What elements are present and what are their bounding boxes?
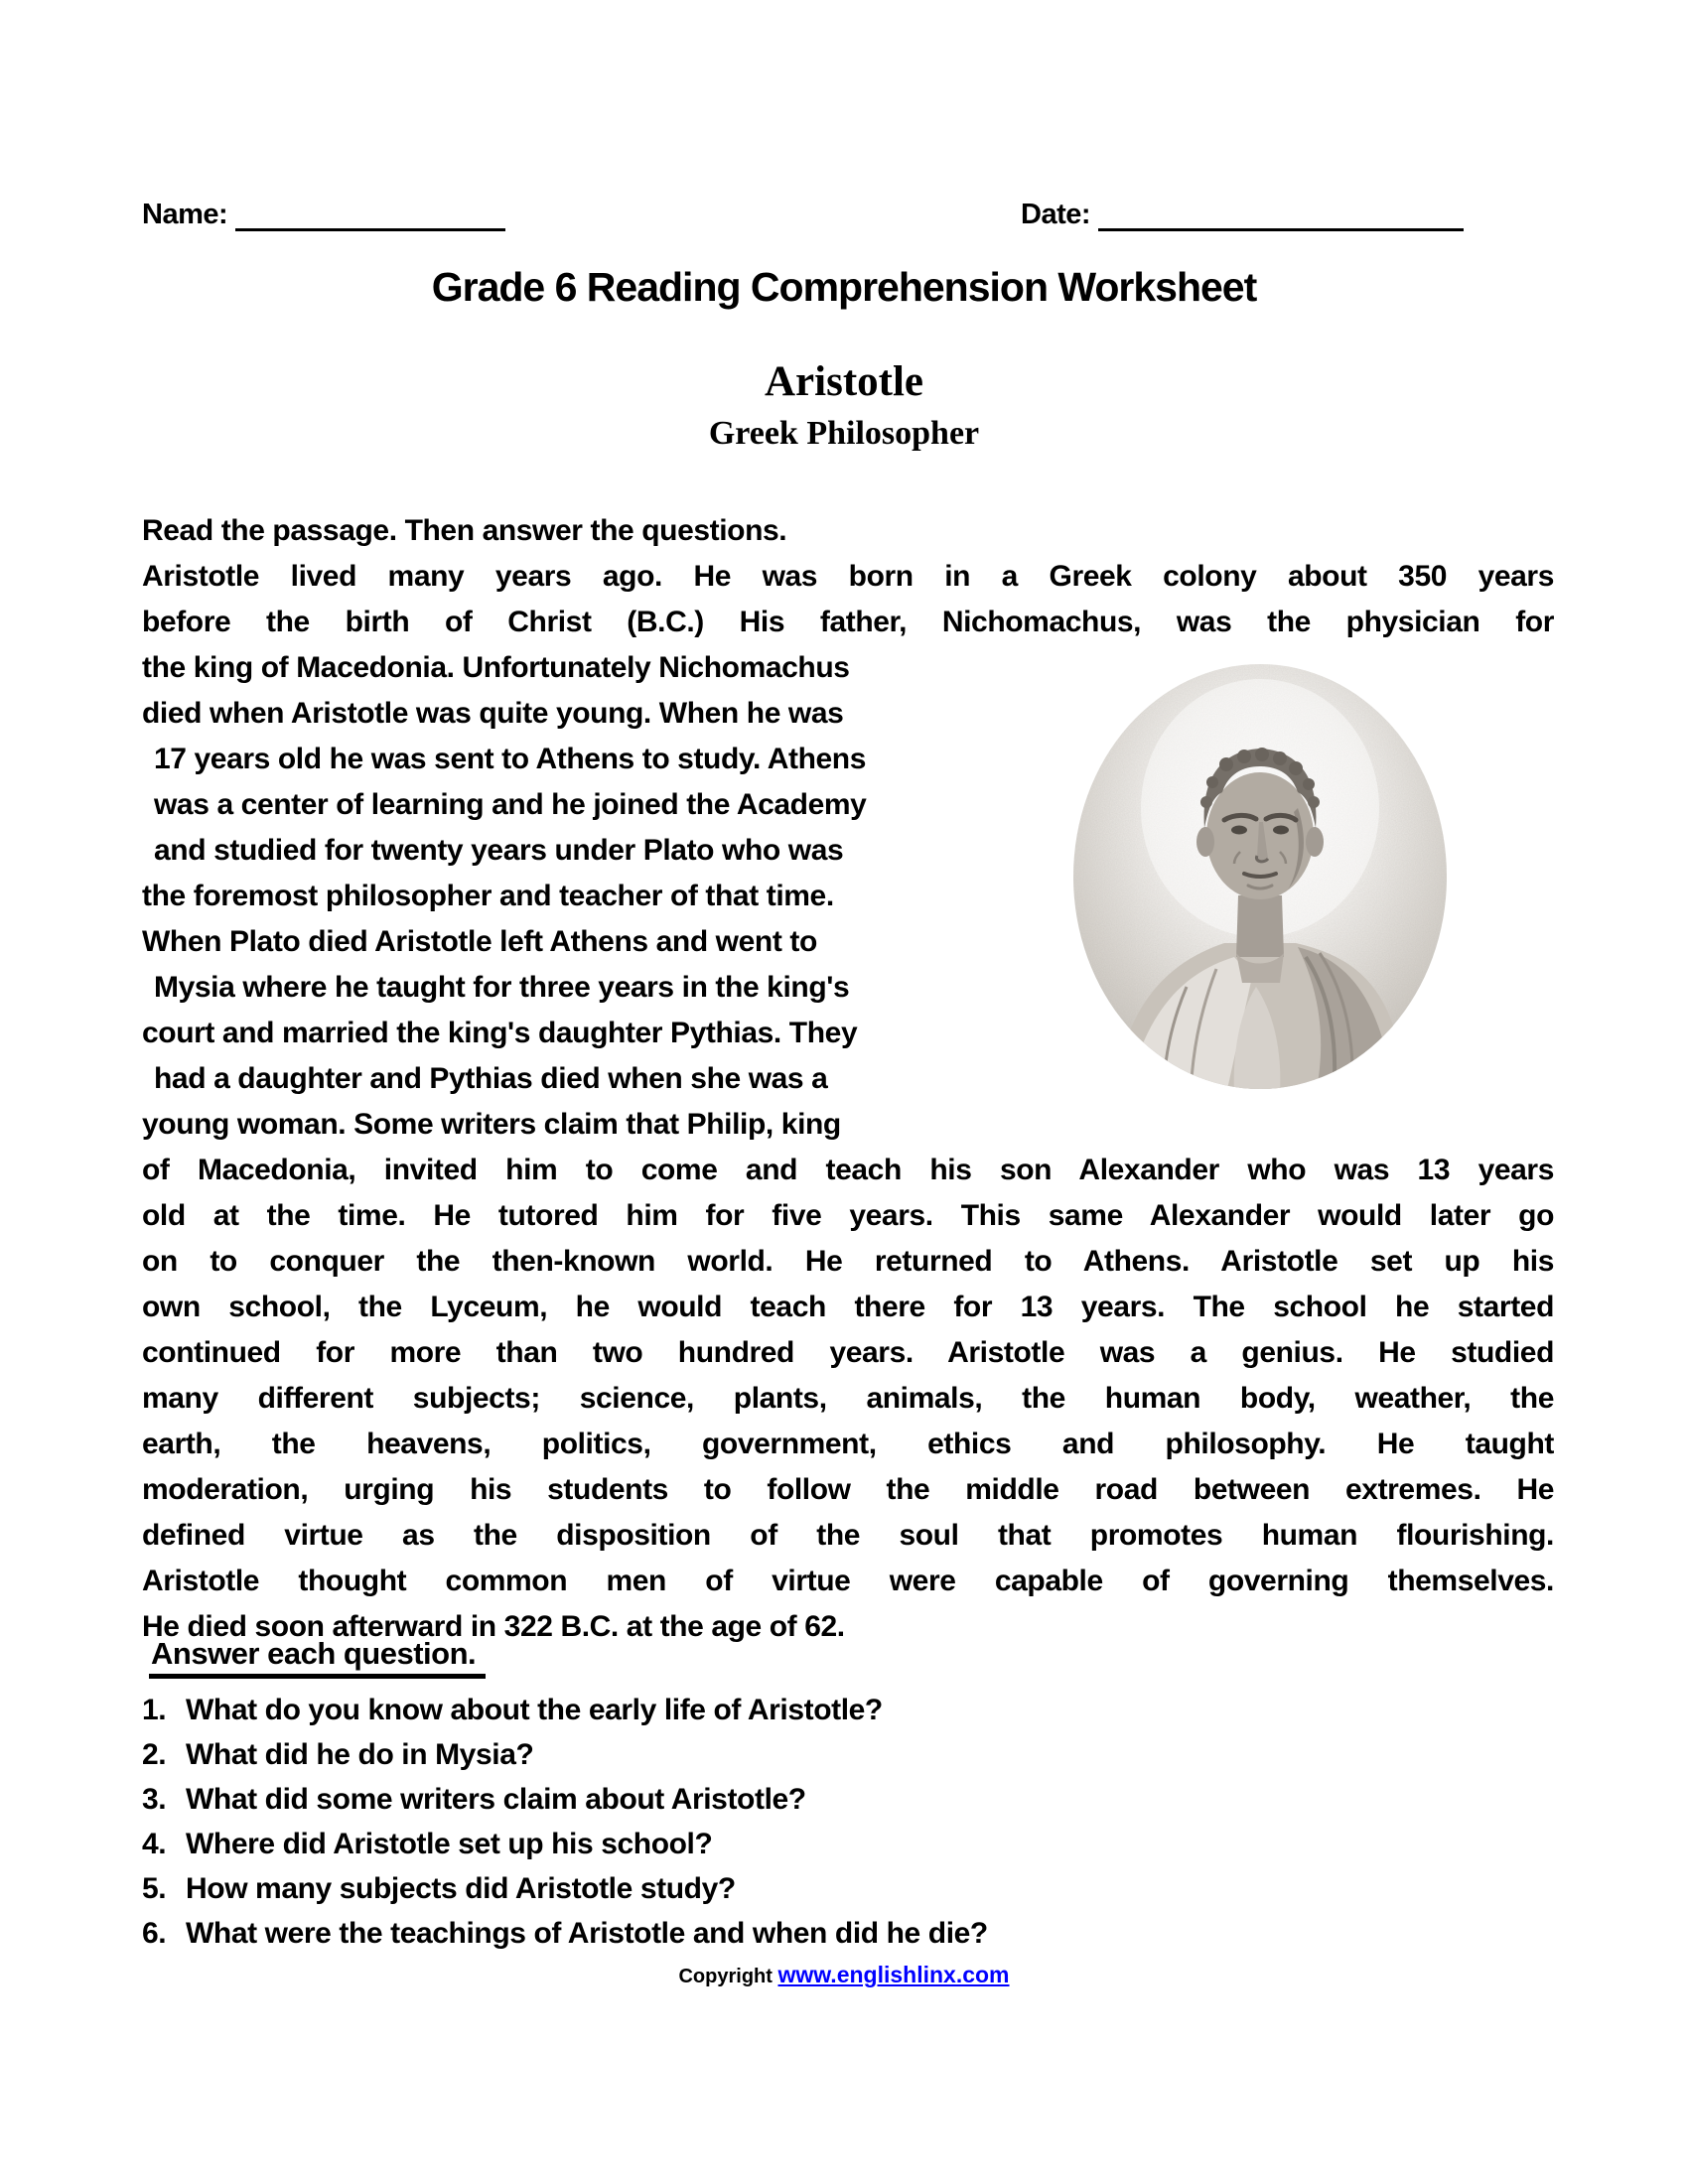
passage-line: When Plato died Aristotle left Athens and went to: [142, 925, 817, 958]
answer-section-header: Answer each question.: [149, 1636, 486, 1679]
passage-line: court and married the king's daughter Pythias. They: [142, 1017, 858, 1049]
passage-line: old at the time. He tutored him for five years. This same Alexander would later go: [142, 1199, 1554, 1232]
passage-line: of Macedonia, invited him to come and teach his son Alexander who was 13 years: [142, 1154, 1554, 1186]
date-label: Date:: [1021, 199, 1091, 230]
passage-line: the king of Macedonia. Unfortunately Nichomachus: [142, 651, 850, 684]
englishlinx-link[interactable]: www.englishlinx.com: [777, 1962, 1010, 1987]
question-row: [142, 1688, 1554, 1732]
copyright-label: Copyright: [678, 1966, 773, 1987]
passage-line: Aristotle lived many years ago. He was born in a Greek colony about 350 years: [142, 560, 1554, 593]
passage-line: 17 years old he was sent to Athens to study. Athens: [154, 743, 866, 775]
passage-line: and studied for twenty years under Plato who was: [154, 834, 844, 867]
passage-line: on to conquer the then-known world. He returned to Athens. Aristotle set up his: [142, 1245, 1554, 1278]
passage-line: Aristotle thought common men of virtue were capable of governing themselves.: [142, 1565, 1554, 1597]
name-date-row: [0, 195, 1688, 244]
question-number: 2.: [142, 1738, 167, 1771]
passage-line: died when Aristotle was quite young. When he was: [142, 697, 844, 730]
footer: [0, 1962, 1688, 1988]
passage-line: young woman. Some writers claim that Philip, king: [142, 1108, 841, 1141]
question-number: 1.: [142, 1694, 167, 1726]
name-label: Name:: [142, 199, 228, 230]
name-field: [142, 195, 505, 231]
questions-list: [142, 1688, 1554, 1956]
date-field: [1021, 195, 1464, 231]
passage-instructions: Read the passage. Then answer the questions.: [142, 514, 787, 547]
aristotle-portrait-image: [1067, 659, 1453, 1094]
passage-line: was a center of learning and he joined the Academy: [154, 788, 867, 821]
passage-subtitle: Greek Philosopher: [708, 415, 980, 452]
question-text: How many subjects did Aristotle study?: [186, 1872, 736, 1905]
passage-line: defined virtue as the disposition of the soul that promotes human flourishing.: [142, 1519, 1554, 1552]
passage-line: Mysia where he taught for three years in the king's: [154, 971, 850, 1004]
question-text: What were the teachings of Aristotle and when did he die?: [186, 1917, 988, 1950]
question-row: [142, 1822, 1554, 1866]
passage-line: moderation, urging his students to follow the middle road between extremes. He: [142, 1473, 1554, 1506]
question-number: 4.: [142, 1828, 167, 1860]
passage-line: earth, the heavens, politics, government, ethics and philosophy. He taught: [142, 1428, 1554, 1460]
passage-title: Aristotle: [765, 358, 923, 405]
passage-line: the foremost philosopher and teacher of that time.: [142, 880, 834, 912]
question-number: 6.: [142, 1917, 167, 1950]
passage-line: He died soon afterward in 322 B.C. at the age of 62.: [142, 1610, 845, 1643]
question-text: What do you know about the early life of Aristotle?: [186, 1694, 883, 1726]
name-blank-line: [235, 195, 505, 231]
passage-line: had a daughter and Pythias died when she was a: [154, 1062, 828, 1095]
question-row: [142, 1732, 1554, 1777]
question-row: [142, 1866, 1554, 1911]
worksheet-title: Grade 6 Reading Comprehension Worksheet: [431, 264, 1257, 310]
question-text: What did some writers claim about Aristotle?: [186, 1783, 806, 1816]
passage-line: continued for more than two hundred years. Aristotle was a genius. He studied: [142, 1336, 1554, 1369]
question-text: What did he do in Mysia?: [186, 1738, 534, 1771]
question-number: 5.: [142, 1872, 167, 1905]
question-text: Where did Aristotle set up his school?: [186, 1828, 713, 1860]
question-row: [142, 1911, 1554, 1956]
passage-line: many different subjects; science, plants, animals, the human body, weather, the: [142, 1382, 1554, 1415]
passage-line: own school, the Lyceum, he would teach there for 13 years. The school he started: [142, 1291, 1554, 1323]
passage-line: before the birth of Christ (B.C.) His father, Nichomachus, was the physician for: [142, 606, 1554, 638]
date-blank-line: [1098, 195, 1464, 231]
question-row: [142, 1777, 1554, 1822]
question-number: 3.: [142, 1783, 167, 1816]
